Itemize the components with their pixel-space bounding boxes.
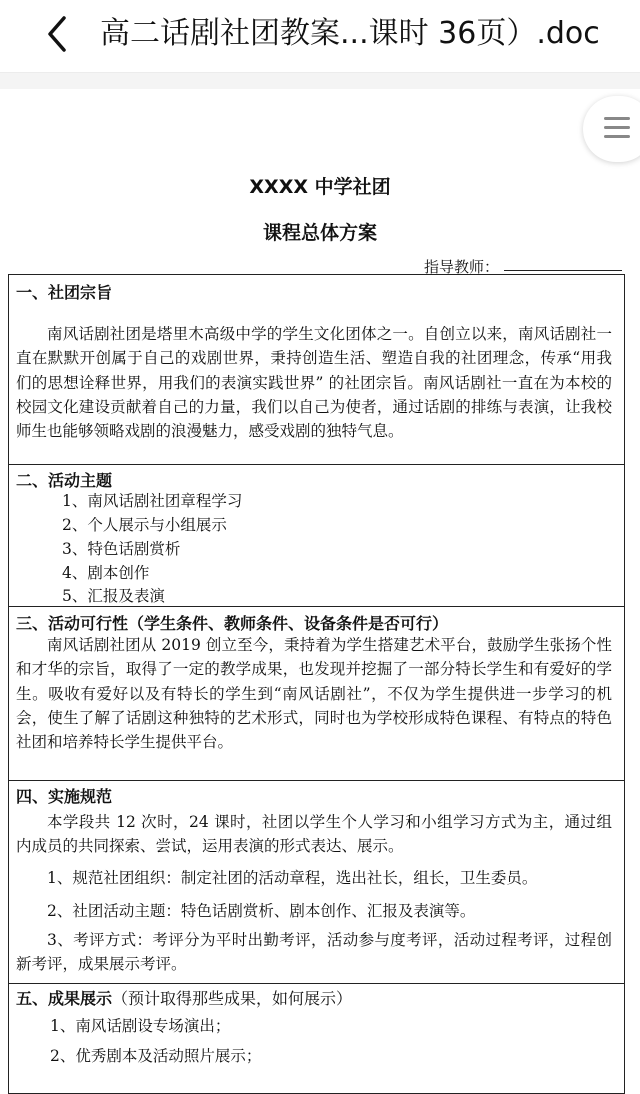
theme-item: 5、汇报及表演 (62, 587, 165, 605)
theme-item: 4、剧本创作 (62, 564, 150, 582)
theme-item: 3、特色话剧赏析 (62, 540, 181, 558)
teacher-signature-line (504, 270, 622, 271)
section-purpose-text: 南风话剧社团是塔里木高级中学的学生文化团体之一。自创立以来，南风话剧社一直在默默开创属于自己的戏剧世界，秉持创造生活、塑造自我的社团理念，传承“用我们的思想诠释世界，用我们的表演实践世界” 的社团宗旨。南风话剧社一直在为本校的校园文化建设贡献着自己的力量，我们以自己为使者，通过话剧的排练与表演，让我校师生也能够领略戏剧的浪漫魅力，感受戏剧的独特气息。 (16, 325, 612, 441)
teacher-label: 指导教师： (424, 258, 500, 276)
results-heading-text: 五、成果展示 (16, 989, 113, 1008)
implementation-text: 2、社团活动主题：特色话剧赏析、剧本创作、汇报及表演等。 (47, 902, 476, 920)
row-divider (8, 983, 625, 984)
row-divider (8, 780, 625, 781)
section-heading-purpose: 一、社团宗旨 (16, 283, 113, 302)
chevron-left-icon (40, 12, 80, 56)
row-divider (8, 606, 625, 607)
theme-item: 2、个人展示与小组展示 (62, 516, 227, 534)
plan-subtitle: 课程总体方案 (262, 222, 377, 244)
document-title: 高二话剧社团教案...课时 36页）.doc (100, 16, 600, 51)
menu-icon-line (604, 126, 630, 129)
menu-icon-line (604, 117, 630, 120)
school-club-title: XXXX 中学社团 (249, 176, 391, 198)
toolbar-separator (0, 73, 640, 89)
result-item: 2、优秀剧本及活动照片展示； (50, 1047, 262, 1065)
theme-item: 1、南风话剧社团章程学习 (62, 492, 243, 510)
section-heading-implementation: 四、实施规范 (16, 787, 113, 806)
section-heading-feasibility: 三、活动可行性（学生条件、教师条件、设备条件是否可行） (16, 614, 449, 633)
menu-button[interactable] (583, 96, 640, 162)
section-heading-themes: 二、活动主题 (16, 471, 113, 490)
top-bar (0, 0, 640, 73)
section-feasibility-text: 南风话剧社团从 2019 创立至今，秉持着为学生搭建艺术平台，鼓励学生张扬个性和才华的宗旨，取得了一定的教学成果，也发现并挖掘了一部分特长学生和有爱好的学生。吸收有爱好以及有特长的学生到“南风话剧社”，不仅为学生提供进一步学习的机会，使生了解了话剧这种独特的艺术形式，同时也为学校形成特色课程、有特点的特色社团和培养特长学生提供平台。 (16, 636, 612, 752)
results-heading-note: （预计取得那些成果，如何展示） (112, 989, 353, 1008)
result-item: 1、南风话剧设专场演出； (50, 1017, 231, 1035)
row-divider (8, 464, 625, 465)
implementation-text: 3、考评方式：考评分为平时出勤考评，活动参与度考评，活动过程考评，过程创新考评，成果展示考评。 (16, 931, 612, 974)
back-button[interactable] (40, 12, 80, 56)
section-heading-results (16, 986, 352, 1009)
menu-icon-line (604, 135, 630, 138)
implementation-text: 1、规范社团组织：制定社团的活动章程，选出社长，组长，卫生委员。 (47, 869, 538, 887)
implementation-text: 本学段共 12 次时，24 课时，社团以学生个人学习和小组学习方式为主，通过组内成员的共同探索、尝试，运用表演的形式表达、展示。 (16, 813, 612, 856)
